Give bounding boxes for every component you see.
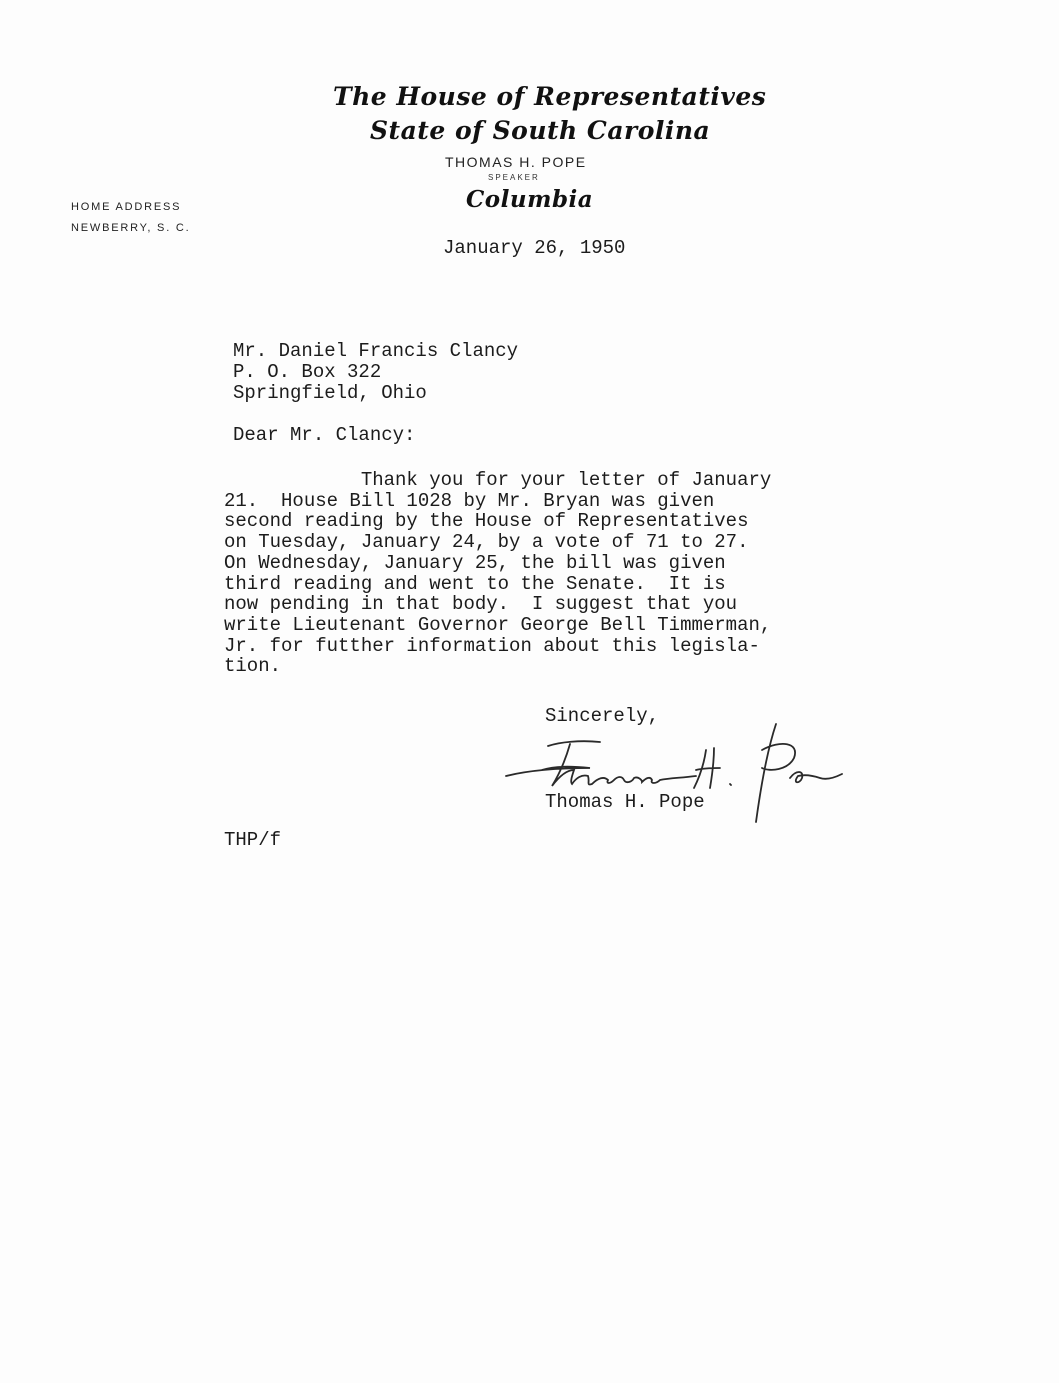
letterhead-house-title: The House of Representatives: [333, 82, 767, 111]
recipient-box: P. O. Box 322: [233, 361, 382, 383]
signature-stroke: [506, 741, 696, 786]
closing: Sincerely,: [545, 705, 660, 727]
body-line: write Lieutenant Governor George Bell Timmerman,: [224, 613, 772, 636]
letterhead-state-title: State of South Carolina: [370, 116, 711, 145]
letter-date: January 26, 1950: [443, 237, 626, 259]
recipient-city: Springfield, Ohio: [233, 382, 427, 404]
reference-initials: THP/f: [224, 829, 282, 851]
body-line: now pending in that body. I suggest that you: [224, 593, 738, 616]
body-line: 21. House Bill 1028 by Mr. Bryan was given: [224, 489, 715, 512]
letterhead-speaker-name: THOMAS H. POPE: [445, 154, 587, 170]
body-line: Thank you for your letter of January: [224, 469, 772, 491]
body-line: on Tuesday, January 24, by a vote of 71 to 27.: [224, 531, 749, 554]
letterhead-city: Columbia: [466, 186, 594, 213]
home-address-label: HOME ADDRESS: [71, 201, 182, 213]
recipient-name: Mr. Daniel Francis Clancy: [233, 340, 519, 362]
body-line: tion.: [224, 655, 282, 678]
body-line: third reading and went to the Senate. It is: [224, 572, 726, 595]
salutation: Dear Mr. Clancy:: [233, 424, 416, 446]
signature-stroke: [694, 748, 731, 788]
signature-stroke: [756, 724, 842, 822]
body-line: second reading by the House of Representatives: [224, 510, 749, 533]
letterhead-speaker-title: SPEAKER: [488, 173, 540, 182]
letter-body: [224, 470, 771, 677]
body-line: Jr. for futther information about this legisla-: [224, 634, 760, 657]
signer-name: Thomas H. Pope: [545, 791, 705, 813]
body-line: On Wednesday, January 25, the bill was given: [224, 551, 726, 574]
home-address-city: NEWBERRY, S. C.: [71, 222, 191, 234]
